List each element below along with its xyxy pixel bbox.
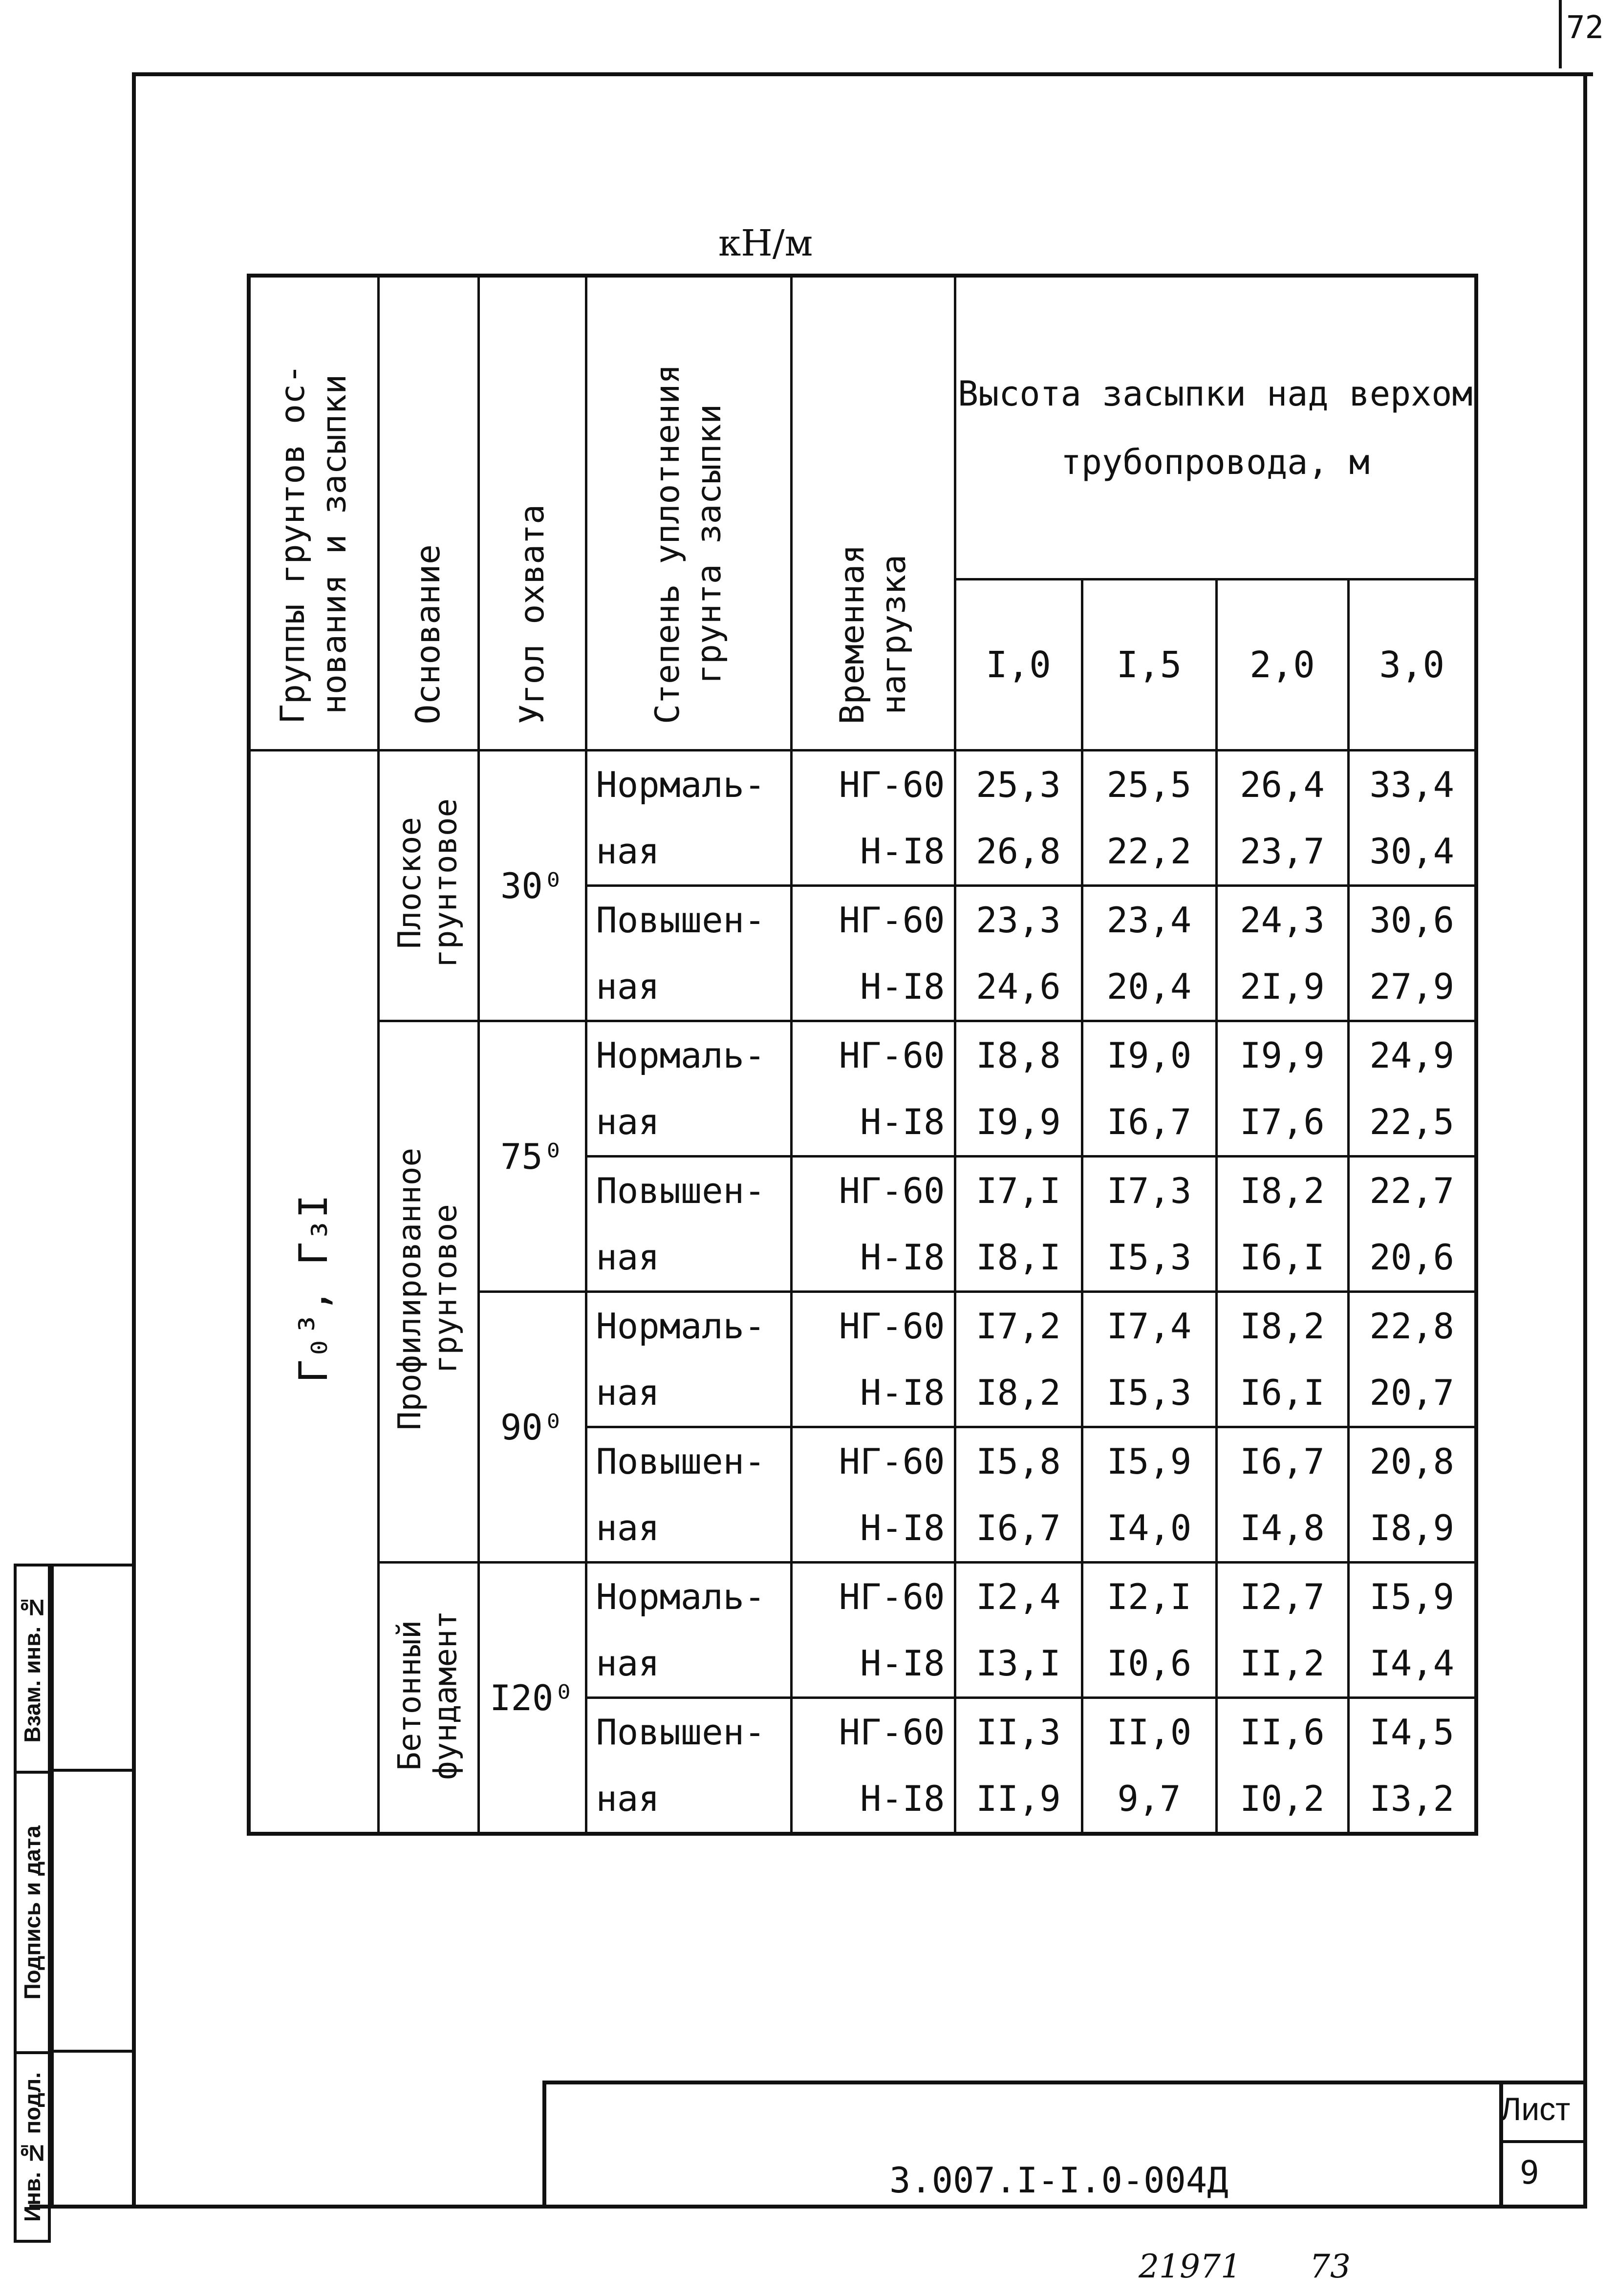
load-cell [791,886,955,1021]
value-cell-line: 20,4 [1106,966,1192,1007]
header-groups: Группы грунтов ос- нования и засыпки [249,276,378,751]
value-cell-line: I8,2 [1240,1170,1325,1211]
value-cell-line: 24,9 [1369,1035,1454,1076]
value-cell [1082,751,1216,886]
compaction-cell-line: Повышен- [596,1170,766,1211]
value-cell-line: 24,3 [1240,900,1325,941]
value-cell-line: 9,7 [1117,1778,1181,1819]
stamp-h-1 [51,1769,134,1772]
angle-cell: I20⁰ [478,1563,586,1834]
value-cell-line: 26,8 [976,831,1061,872]
load-cell [791,1563,955,1698]
value-cell-line: 23,3 [976,900,1061,941]
table-row [249,1563,1476,1698]
load-cell-line: Н-I8 [860,831,945,872]
value-cell [1348,1563,1476,1698]
value-cell [1216,1563,1348,1698]
value-cell-line: I4,4 [1369,1643,1454,1684]
value-cell-line: I8,2 [1240,1306,1325,1347]
value-cell-line: I8,8 [976,1035,1061,1076]
compaction-cell [586,1292,791,1427]
value-cell [1348,1292,1476,1427]
value-cell-line: I9,0 [1106,1035,1192,1076]
page-number: 72 [1566,10,1604,46]
value-cell-line: 24,6 [976,966,1061,1007]
base-cell: Профилированное грунтовое [378,1021,478,1563]
value-cell [1216,751,1348,886]
stamp-replace-inv: Взам. инв. № [14,1564,51,1774]
value-cell [1216,1698,1348,1834]
value-cell-line: I7,2 [976,1306,1061,1347]
load-cell [791,1698,955,1834]
value-cell-line: II,6 [1240,1712,1325,1753]
sheet-number: 9 [1520,2154,1539,2191]
value-cell-line: 22,8 [1369,1306,1454,1347]
value-cell [955,1698,1082,1834]
value-cell-line: I6,I [1240,1372,1325,1413]
load-cell [791,1427,955,1563]
value-cell [1348,1157,1476,1292]
value-cell-line: 25,5 [1106,764,1192,805]
left-stamp [14,1564,107,2243]
value-cell [1348,1427,1476,1563]
value-cell [1216,1021,1348,1157]
value-cell-line: I6,I [1240,1237,1325,1278]
compaction-cell-line: ная [596,1372,660,1413]
value-cell-line: 25,3 [976,764,1061,805]
value-cell-line: I8,2 [976,1372,1061,1413]
value-cell-line: 33,4 [1369,764,1454,805]
value-cell [955,1021,1082,1157]
value-cell [1216,1292,1348,1427]
value-cell-line: I2,I [1106,1576,1192,1617]
value-cell-line: II,3 [976,1712,1061,1753]
title-block-sheet-h [1499,2140,1587,2143]
value-cell-line: I3,2 [1369,1778,1454,1819]
stamp-h-2 [51,2050,134,2053]
frame-right [1583,72,1587,2208]
handwritten-page: 73 [1310,2248,1351,2285]
frame-left [132,72,136,2208]
value-cell-line: I5,3 [1106,1237,1192,1278]
value-cell-line: I2,7 [1240,1576,1325,1617]
value-cell-line: II,9 [976,1778,1061,1819]
base-cell: Бетонный фундамент [378,1563,478,1834]
value-cell [1082,1292,1216,1427]
value-cell-line: I4,8 [1240,1507,1325,1548]
value-cell-line: I9,9 [976,1101,1061,1142]
value-cell-line: I8,I [976,1237,1061,1278]
value-cell-line: I0,2 [1240,1778,1325,1819]
value-cell-line: I8,9 [1369,1507,1454,1548]
load-cell-line: НГ-60 [839,1441,945,1482]
value-cell-line: I7,6 [1240,1101,1325,1142]
value-cell-line: 20,6 [1369,1237,1454,1278]
value-cell-line: I5,9 [1369,1576,1454,1617]
value-cell-line: II,2 [1240,1643,1325,1684]
value-cell-line: I2,4 [976,1576,1061,1617]
value-cell-line: 22,5 [1369,1101,1454,1142]
stamp-sign-date: Подпись и дата [14,1771,51,2054]
compaction-cell-line: Нормаль- [596,1576,766,1617]
value-cell [1082,886,1216,1021]
value-cell-line: II,0 [1106,1712,1192,1753]
stamp-h-0 [51,1564,134,1566]
value-cell [1082,1563,1216,1698]
title-block-left [542,2081,546,2208]
header-height-1: I,0 [955,579,1082,751]
value-cell [1216,1157,1348,1292]
header-height-2: I,5 [1082,579,1216,751]
value-cell-line: I5,8 [976,1441,1061,1482]
value-cell-line: 2I,9 [1240,966,1325,1007]
value-cell-line: I3,I [976,1643,1061,1684]
compaction-cell-line: Нормаль- [596,764,766,805]
value-cell-line: I7,4 [1106,1306,1192,1347]
value-cell-line: 22,2 [1106,831,1192,872]
group-cell: Г₀³, Г₃I [249,751,378,1834]
value-cell [955,1427,1082,1563]
frame-top [132,72,1593,76]
value-cell [955,751,1082,886]
load-cell [791,1292,955,1427]
compaction-cell [586,1698,791,1834]
header-height-3: 2,0 [1216,579,1348,751]
frame-bottom [29,2205,1587,2209]
value-cell-line: 30,6 [1369,900,1454,941]
compaction-cell-line: Повышен- [596,1441,766,1482]
compaction-cell-line: Нормаль- [596,1306,766,1347]
load-cell-line: НГ-60 [839,900,945,941]
value-cell [955,1563,1082,1698]
title-block-top [542,2081,1587,2084]
compaction-cell-line: ная [596,966,660,1007]
table-row [249,751,1476,886]
header-angle: Угол охвата [478,276,586,751]
angle-cell: 75⁰ [478,1021,586,1292]
compaction-cell-line: ная [596,1507,660,1548]
header-compaction: Степень уплотнения грунта засыпки [586,276,791,751]
value-cell [1216,886,1348,1021]
value-cell-line: 27,9 [1369,966,1454,1007]
value-cell-line: I4,0 [1106,1507,1192,1548]
value-cell [1348,1698,1476,1834]
header-height: Высота засыпки над верхом трубопровода, м [955,276,1476,579]
stamp-divider [51,1564,54,2209]
value-cell [1348,751,1476,886]
value-cell-line: I6,7 [1106,1101,1192,1142]
angle-cell: 30⁰ [478,751,586,1021]
value-cell [1082,1157,1216,1292]
load-cell [791,751,955,886]
load-cell [791,1157,955,1292]
value-cell [955,886,1082,1021]
value-cell-line: I6,7 [1240,1441,1325,1482]
header-load: Временная нагрузка [791,276,955,751]
base-cell: Плоское грунтовое [378,751,478,1021]
unit-caption: кН/м [718,222,813,264]
value-cell [1348,1021,1476,1157]
load-cell-line: НГ-60 [839,1170,945,1211]
load-cell-line: Н-I8 [860,1507,945,1548]
load-cell-line: Н-I8 [860,1237,945,1278]
value-cell-line: 23,7 [1240,831,1325,872]
compaction-cell [586,886,791,1021]
value-cell-line: 23,4 [1106,900,1192,941]
value-cell-line: 20,7 [1369,1372,1454,1413]
value-cell [1082,1427,1216,1563]
value-cell-line: I4,5 [1369,1712,1454,1753]
sheet-label: Лист [1500,2091,1571,2127]
load-cell-line: НГ-60 [839,1035,945,1076]
compaction-cell-line: Повышен- [596,1712,766,1753]
compaction-cell-line: ная [596,1643,660,1684]
load-cell-line: Н-I8 [860,1643,945,1684]
header-height-4: 3,0 [1348,579,1476,751]
value-cell [1082,1698,1216,1834]
load-cell-line: НГ-60 [839,1306,945,1347]
document-code: 3.007.I-I.0-004Д [889,2160,1228,2201]
compaction-cell [586,1021,791,1157]
table-row [249,1021,1476,1157]
compaction-cell-line: ная [596,1101,660,1142]
value-cell [1348,886,1476,1021]
value-cell [955,1157,1082,1292]
value-cell-line: 30,4 [1369,831,1454,872]
compaction-cell-line: Повышен- [596,900,766,941]
value-cell-line: I6,7 [976,1507,1061,1548]
stamp-inv-orig: Инв. № подл. [14,2051,51,2243]
load-cell-line: НГ-60 [839,764,945,805]
compaction-cell [586,1427,791,1563]
value-cell-line: I5,9 [1106,1441,1192,1482]
value-cell-line: I5,3 [1106,1372,1192,1413]
value-cell [1216,1427,1348,1563]
compaction-cell [586,1157,791,1292]
load-cell-line: Н-I8 [860,1778,945,1819]
value-cell-line: I0,6 [1106,1643,1192,1684]
header-base: Основание [378,276,478,751]
load-cell-line: Н-I8 [860,1372,945,1413]
value-cell-line: I7,3 [1106,1170,1192,1211]
compaction-cell-line: ная [596,831,660,872]
load-cell-line: Н-I8 [860,966,945,1007]
compaction-cell-line: ная [596,1237,660,1278]
compaction-cell-line: ная [596,1778,660,1819]
handwritten-number: 21971 [1139,2248,1241,2285]
compaction-cell [586,751,791,886]
angle-cell: 90⁰ [478,1292,586,1563]
value-cell-line: 20,8 [1369,1441,1454,1482]
load-cell-line: НГ-60 [839,1712,945,1753]
value-cell-line: 22,7 [1369,1170,1454,1211]
load-cell-line: Н-I8 [860,1101,945,1142]
corner-mark-v [1559,0,1562,68]
load-table [247,274,1478,1836]
load-cell-line: НГ-60 [839,1576,945,1617]
compaction-cell [586,1563,791,1698]
load-cell [791,1021,955,1157]
value-cell [955,1292,1082,1427]
value-cell-line: 26,4 [1240,764,1325,805]
value-cell [1082,1021,1216,1157]
value-cell-line: I9,9 [1240,1035,1325,1076]
value-cell-line: I7,I [976,1170,1061,1211]
compaction-cell-line: Нормаль- [596,1035,766,1076]
